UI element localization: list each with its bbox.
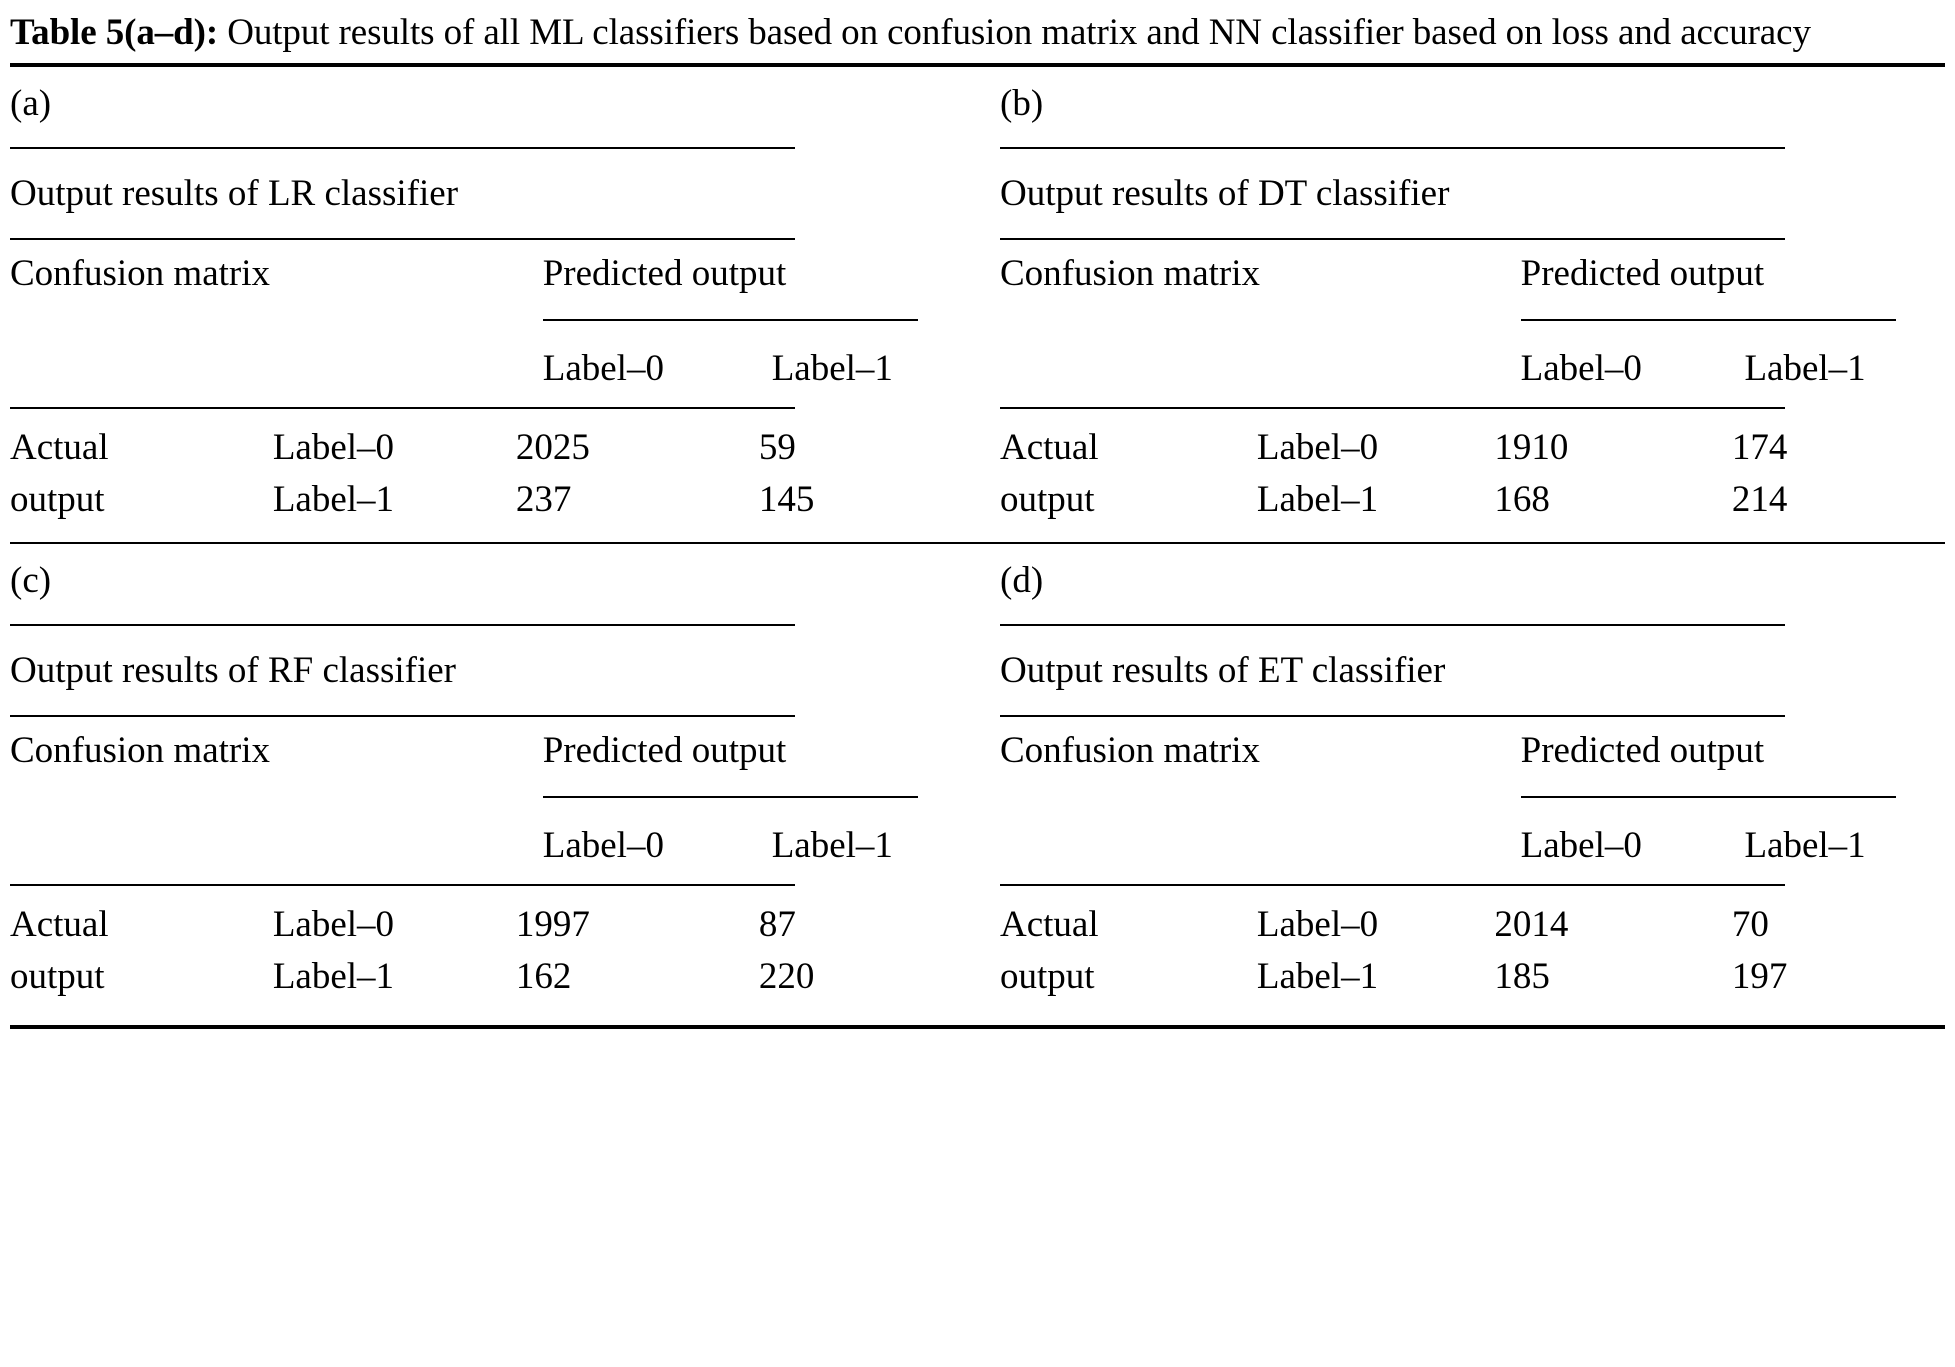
table-row [10,321,982,399]
panel-a-cell-10: 237 [515,478,572,520]
caption-text: Output results of all ML classifiers based on confusion matrix and NN classifier based on loss and accuracy [218,12,1811,53]
panel-a [10,67,1000,542]
panel-d-cell-10: 185 [1494,955,1550,997]
panel-c-cell-11: 220 [758,955,815,997]
panel-a-predicted-label [543,240,982,321]
panel-d-row-label-1: Label–1 [1256,955,1379,997]
panel-d-col-label-0: Label–0 [1520,825,1642,867]
panel-a-cell-00: 2025 [515,427,590,469]
panel-a-cell-01: 59 [758,427,796,469]
panel-a-letter: (a) [10,83,52,125]
table-row [10,240,982,321]
panel-c-title: Output results of RF classifier [10,650,457,692]
table-row [1000,798,1950,876]
panel-d-predicted-label [1521,717,1950,798]
panel-d-actual-line1: Actual [1000,904,1099,946]
panel-c-predicted-label [543,717,982,798]
panel-c [10,544,1000,1019]
panel-b-actual-line2: output [1000,478,1095,520]
panel-b [1000,67,1955,542]
panel-d-confusion-label: Confusion matrix [1000,730,1261,772]
table-row [10,409,982,468]
predicted-output-text: Predicted output [1520,730,1765,772]
panel-a-actual-line2: output [10,478,105,520]
panel-c-col-label-1: Label–1 [771,825,893,867]
panel-c-confusion-label: Confusion matrix [10,730,271,772]
panel-grid-2 [10,544,1955,1019]
table-row [10,798,982,876]
panel-d-letter: (d) [1000,560,1044,602]
panel-d [1000,544,1955,1019]
table-row [1000,886,1950,945]
table-row [1000,946,1950,997]
panel-b-predicted-label [1521,240,1950,321]
panel-d-actual-line2: output [1000,955,1095,997]
panel-b-cell-11: 214 [1731,478,1788,520]
caption-label: Table 5(a–d): [10,12,219,53]
predicted-output-text: Predicted output [1520,253,1765,295]
panel-c-row-label-1: Label–1 [272,955,395,997]
panel-b-actual-line1: Actual [1000,427,1099,469]
panel-c-data [10,886,982,997]
predicted-output-text: Predicted output [542,730,787,772]
panel-c-actual-line2: output [10,955,105,997]
panel-c-cell-10: 162 [515,955,572,997]
panel-c-cell-01: 87 [758,904,796,946]
panel-a-row-label-0: Label–0 [272,427,395,469]
panel-a-col-label-0: Label–0 [542,348,664,390]
panel-a-actual-line1: Actual [10,427,109,469]
panel-d-matrix [1000,717,1950,876]
panel-c-row-label-0: Label–0 [272,904,395,946]
predicted-output-text: Predicted output [542,253,787,295]
panel-b-row-label-0: Label–0 [1256,427,1379,469]
panel-b-row-label-1: Label–1 [1256,478,1379,520]
panel-d-cell-00: 2014 [1494,904,1569,946]
table-row [1000,717,1950,798]
table-row [1000,321,1950,399]
panel-d-data [1000,886,1950,997]
panel-a-confusion-label: Confusion matrix [10,253,271,295]
panel-c-col-label-0: Label–0 [542,825,664,867]
panel-b-confusion-label: Confusion matrix [1000,253,1261,295]
table-row [10,946,982,997]
panel-a-matrix [10,240,982,399]
panel-d-col-label-1: Label–1 [1744,825,1866,867]
panel-d-cell-01: 70 [1731,904,1769,946]
panel-b-title: Output results of DT classifier [1000,173,1450,215]
panel-a-title: Output results of LR classifier [10,173,459,215]
panel-a-col-label-1: Label–1 [771,348,893,390]
panel-b-cell-10: 168 [1494,478,1550,520]
panel-c-cell-00: 1997 [515,904,590,946]
panel-a-cell-11: 145 [758,478,815,520]
bottom-rule [10,1025,1945,1029]
panel-c-letter: (c) [10,560,52,602]
table-caption [10,8,1955,57]
panel-d-row-label-0: Label–0 [1256,904,1379,946]
panel-b-matrix [1000,240,1950,399]
panel-a-row-label-1: Label–1 [272,478,395,520]
panel-b-letter: (b) [1000,83,1044,125]
table-row [10,717,982,798]
panel-a-data [10,409,982,520]
table-row [10,886,982,945]
panel-b-cell-01: 174 [1731,427,1788,469]
panel-d-cell-11: 197 [1731,955,1788,997]
panel-b-col-label-1: Label–1 [1744,348,1866,390]
panel-grid [10,67,1955,542]
table-row [1000,409,1950,468]
panel-b-data [1000,409,1950,520]
panel-c-actual-line1: Actual [10,904,109,946]
table-row [1000,469,1950,520]
panel-b-cell-00: 1910 [1494,427,1569,469]
table-row [10,469,982,520]
panel-c-matrix [10,717,982,876]
panel-b-col-label-0: Label–0 [1520,348,1642,390]
panel-d-title: Output results of ET classifier [1000,650,1446,692]
table-row [1000,240,1950,321]
